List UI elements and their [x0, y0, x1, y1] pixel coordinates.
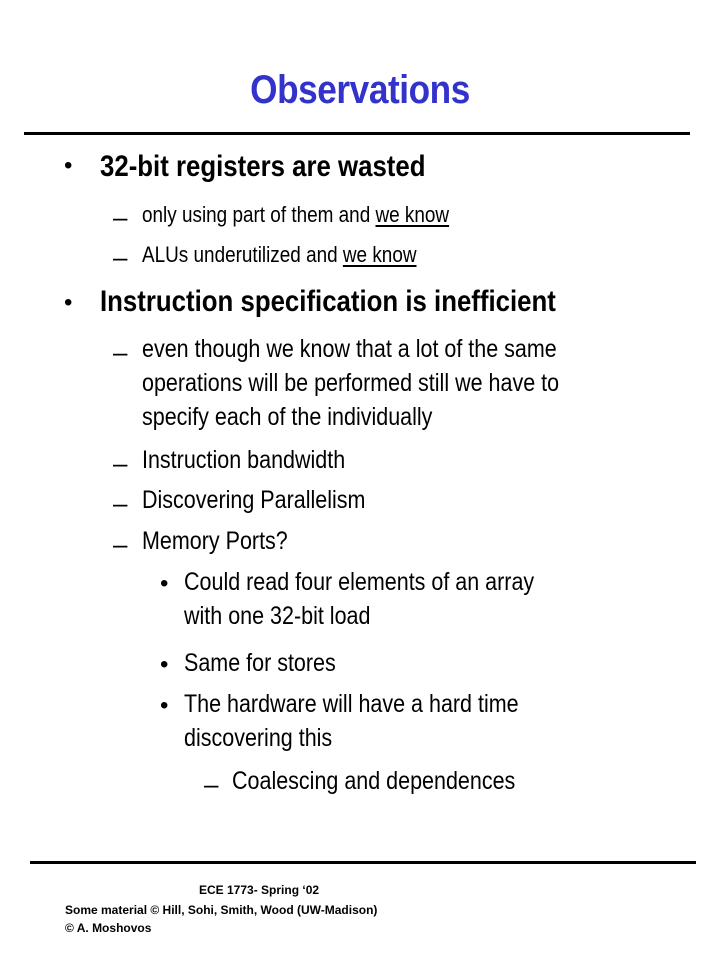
- list-item-line: specify each of the individually: [142, 403, 433, 431]
- footer-course: ECE 1773- Spring ‘02: [199, 883, 320, 897]
- underlined-text: we know: [342, 242, 417, 267]
- bullet-icon: •: [160, 651, 169, 678]
- underlined-text: we know: [375, 202, 450, 227]
- list-item: Memory Ports?: [142, 527, 288, 555]
- list-item: Instruction bandwidth: [142, 446, 346, 474]
- sub-item-line: Could read four elements of an array: [184, 568, 535, 596]
- footer-credit: Some material © Hill, Sohi, Smith, Wood (UW-Madison): [65, 903, 378, 917]
- slide-title: Observations: [250, 68, 470, 112]
- title-divider: [24, 132, 690, 135]
- sub-item-line: Same for stores: [184, 649, 336, 677]
- list-item-text: only using part of them and: [142, 202, 376, 227]
- list-item-text: ALUs underutilized and: [142, 242, 343, 267]
- footer-divider: [30, 861, 696, 864]
- dash-icon: –: [113, 202, 128, 232]
- bullet-icon: •: [64, 152, 73, 179]
- dash-icon: –: [113, 529, 128, 559]
- dash-icon: –: [113, 448, 128, 478]
- bullet-icon: •: [160, 570, 169, 597]
- dash-icon: –: [204, 769, 219, 799]
- sub-sub-item: Coalescing and dependences: [232, 767, 516, 795]
- sub-item-line: The hardware will have a hard time: [184, 690, 519, 718]
- section-heading: Instruction specification is inefficient: [100, 285, 556, 318]
- sub-item-line: discovering this: [184, 724, 333, 752]
- bullet-icon: •: [160, 692, 169, 719]
- dash-icon: –: [113, 488, 128, 518]
- footer-author: © A. Moshovos: [65, 921, 152, 935]
- list-item: [142, 202, 449, 228]
- dash-icon: –: [113, 242, 128, 272]
- section-heading: 32-bit registers are wasted: [100, 150, 426, 183]
- dash-icon: –: [113, 337, 128, 367]
- sub-item-line: with one 32-bit load: [184, 602, 371, 630]
- list-item-line: operations will be performed still we have to: [142, 369, 560, 397]
- bullet-icon: •: [64, 289, 73, 316]
- list-item-line: even though we know that a lot of the same: [142, 335, 557, 363]
- list-item: [142, 242, 417, 268]
- list-item: Discovering Parallelism: [142, 486, 366, 514]
